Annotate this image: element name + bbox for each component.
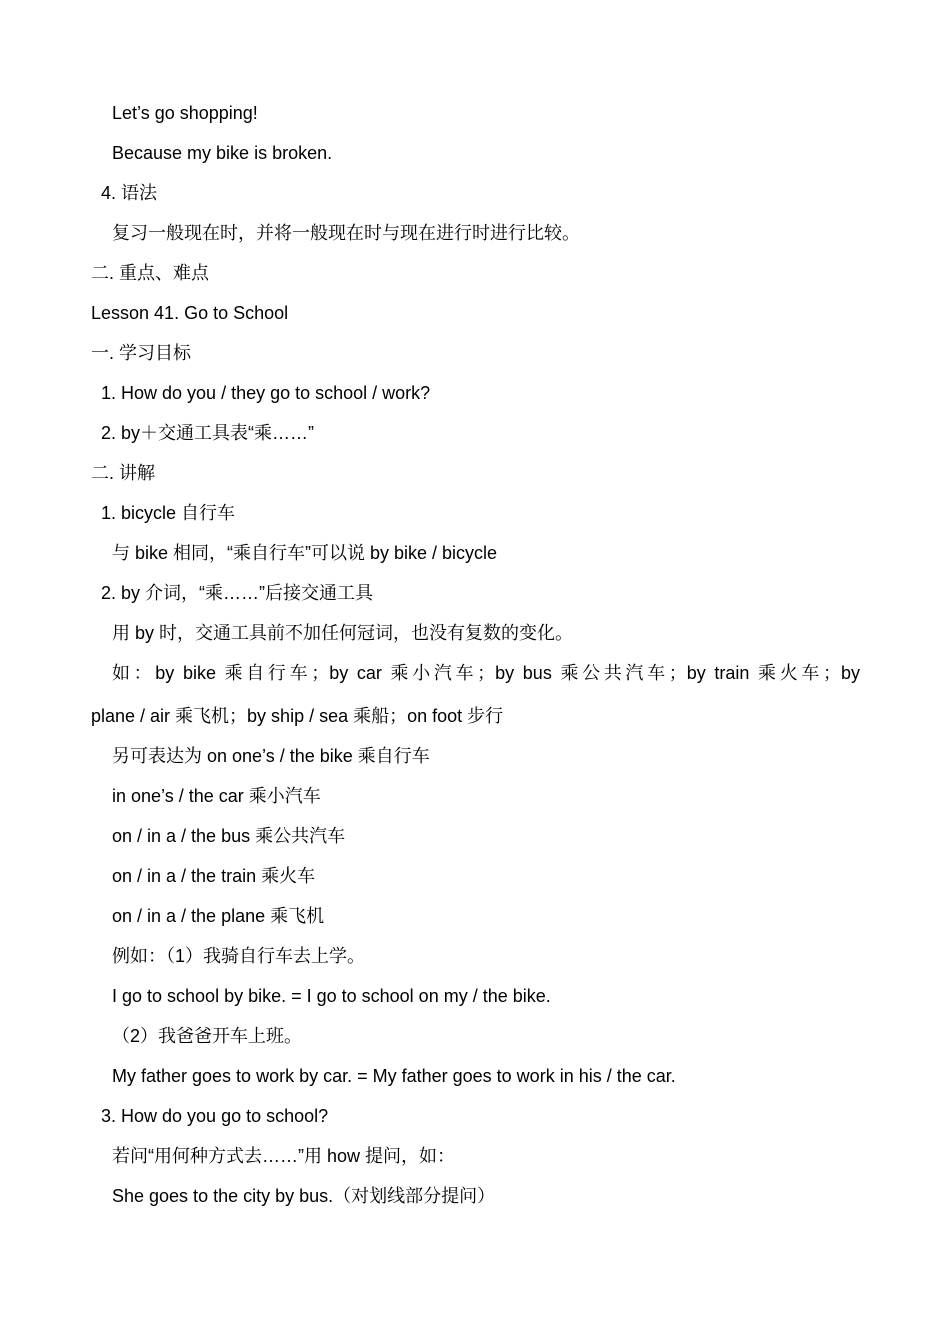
paragraph: 另可表达为 on one’s / the bike 乘自行车 xyxy=(112,746,430,766)
example-line: plane / air 乘飞机；by ship / sea 乘船；on foot 步行 xyxy=(91,706,504,726)
list-item: 3. How do you go to school? xyxy=(101,1106,329,1126)
paragraph: 用 by 时，交通工具前不加任何冠词，也没有复数的变化。 xyxy=(112,623,574,643)
section-heading: 二. 讲解 xyxy=(91,463,156,483)
example-line: 例如：（1）我骑自行车去上学。 xyxy=(112,946,366,966)
example-line: She goes to the city by bus.（对划线部分提问） xyxy=(112,1186,496,1206)
section-heading: 一. 学习目标 xyxy=(91,343,192,363)
list-item: 1. How do you / they go to school / work? xyxy=(101,383,431,403)
example-line: I go to school by bike. = I go to school on my / the bike. xyxy=(112,986,551,1006)
lesson-title: Lesson 41. Go to School xyxy=(91,303,289,323)
example-line: on / in a / the train 乘火车 xyxy=(112,866,316,886)
paragraph: 若问“用何种方式去……”用 how 提问，如： xyxy=(112,1146,456,1166)
dialogue-line: Let’s go shopping! xyxy=(112,103,258,123)
list-item: 1. bicycle 自行车 xyxy=(101,503,236,523)
paragraph: 复习一般现在时，并将一般现在时与现在进行时进行比较。 xyxy=(112,223,580,243)
example-line: in one’s / the car 乘小汽车 xyxy=(112,786,321,806)
list-item: 2. by＋交通工具表“乘……” xyxy=(101,423,315,443)
example-line: on / in a / the plane 乘飞机 xyxy=(112,906,325,926)
list-item: 2. by 介词，“乘……”后接交通工具 xyxy=(101,583,374,603)
example-line: on / in a / the bus 乘公共汽车 xyxy=(112,826,346,846)
section-heading: 二. 重点、难点 xyxy=(91,263,210,283)
section-heading: 4. 语法 xyxy=(101,183,158,203)
example-line: My father goes to work by car. = My father goes to work in his / the car. xyxy=(112,1066,676,1086)
dialogue-line: Because my bike is broken. xyxy=(112,143,333,163)
paragraph: 与 bike 相同，“乘自行车”可以说 by bike / bicycle xyxy=(112,543,498,563)
example-line: （2）我爸爸开车上班。 xyxy=(112,1026,303,1046)
example-line: 如：by bike 乘自行车；by car 乘小汽车；by bus 乘公共汽车；by train 乘火车；by xyxy=(112,663,860,683)
